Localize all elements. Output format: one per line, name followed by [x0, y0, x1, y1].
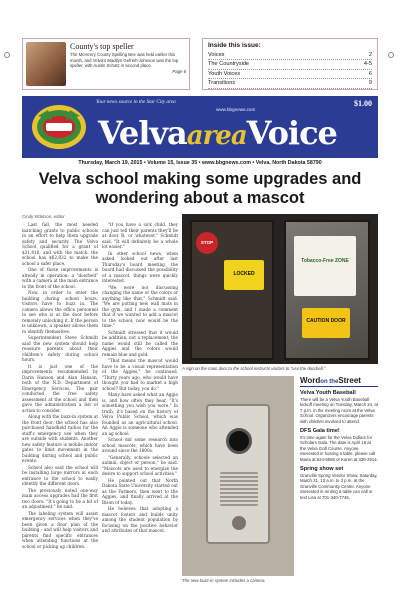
dateline: Thursday, March 19, 2015 • Volume 15, Issue 35 • www.bbgnews.com • Velva, North Dakota 58790	[78, 160, 322, 166]
masthead-price: $1.00	[354, 99, 372, 108]
article-paragraph: School did some research into school mascots, which have been around since the 1800s.	[102, 437, 178, 453]
masthead-title-area: area	[186, 121, 247, 151]
camera-lens-icon	[226, 428, 252, 454]
inside-row-youth-voices[interactable]	[208, 70, 372, 79]
inside-row-countryside[interactable]	[208, 60, 372, 69]
speaker-grill	[220, 472, 258, 506]
wots-heading-word: Word	[300, 376, 321, 385]
teaser-photo	[26, 42, 66, 86]
inside-row-voices[interactable]	[208, 51, 372, 60]
article-paragraph: The labeling system will assist emergency services when they've been given a floor plan of the building - and will help visitors and parents find specific entrances when attending functions at the school or picking up children.	[22, 510, 98, 549]
article-paragraph: "That means the mascot would have to be a visual representation of the Aggies," he continued. "Thirty years ago, who would have thought you had to market a high school? But today, you do."	[102, 358, 178, 391]
inside-row-label: Transitions	[208, 80, 236, 87]
photo-caption-bottom: The new buzz-in system includes a camera.	[182, 578, 266, 583]
article-column-1	[22, 222, 98, 584]
word-on-the-street-sidebar	[300, 376, 378, 590]
main-headline: Velva school making some upgrades and wondering about a mascot	[38, 170, 362, 207]
tobacco-free-sign	[294, 236, 356, 296]
wots-item-spring-show	[300, 466, 378, 500]
registration-mark-left	[4, 52, 10, 58]
article-paragraph: In other school news, when asked looked out after last Thursday's board meeting, the board had discussed the possibility of a mascot, things were quickly interested.	[102, 250, 178, 283]
article-paragraph: One of those improvements is already in operation: a "doorbell" with a camera at the main entrance to the front of the school.	[22, 267, 98, 289]
inside-row-page: 4-5	[363, 61, 372, 68]
intercom-photo	[182, 376, 294, 576]
sign-label: STOP	[200, 240, 214, 245]
teaser-text	[70, 42, 186, 86]
teaser-body: The McHenry County Spelling Bee was held earlier this month, and Velva's Madilyn Gefrieh-Johnson was the top speller, with Austin Schatz in second place.	[70, 52, 179, 69]
article-paragraph: He believes that adopting a mascot fosters and builds unity among the student population by focusing on the positive behavior and attributes of that mascot.	[102, 506, 178, 533]
teaser-title: County's top speller	[70, 42, 134, 51]
wots-item-title: Velva Youth Baseball	[300, 390, 356, 396]
masthead-title	[98, 114, 337, 152]
registration-mark-right	[388, 52, 394, 58]
locked-sign	[224, 260, 264, 290]
article-paragraph: "If you have a sick child, they can just tell their parents they'll be at door B, or whatever," Schmidt said. "It will definitely be a whole lot easier."	[102, 222, 178, 249]
wots-heading-street: Street	[338, 376, 361, 385]
article-paragraph: It is just one of the improvements recommended by Darin Hanson and Alan Hanson, both of the N.D. Department of Emergency Services. The pair conducted the free safety assessment at the school and then gave the administration a list of action to consider.	[22, 363, 98, 413]
inside-this-issue-box	[202, 38, 378, 90]
article-paragraph: Schmidt stressed that it would be addition, not a replacement; the name would still be called the Aggies and the colors would remain blue and gold.	[102, 329, 178, 357]
sign-label: Tobacco-Free ZONE	[301, 258, 349, 264]
article-paragraph: The previously noted one-way main access upgrades had the first two doors: "It's going to be a bit of an adjustment," he said.	[22, 487, 98, 509]
wots-item-gala	[300, 428, 378, 462]
door-signs-photo	[182, 214, 378, 364]
article-paragraph: Now, in order to enter the building during school hours, visitors have to buzz in. The camera allows the office personnel to see who is at the door before remotely unlocking it. If the person is unknown, a speaker allows them to identify themselves.	[22, 290, 98, 334]
wots-item-body: Granville Spring Vendor Show, Saturday, March 21, 10 a.m. to 3 p.m. at the Granville Community Center. Anyone interested in renting a table can call or text Lisa at 701-340-7745.	[300, 473, 378, 500]
teaser-box[interactable]	[22, 38, 190, 90]
school-logo-icon	[30, 102, 88, 152]
sign-label: CAUTION DOOR	[306, 318, 346, 324]
article-paragraph: He pointed out that North Dakota State University started out as the Farmers, then went to the Aggies, and finally arrived at the Bison of today.	[102, 477, 178, 505]
photo-caption-top: A sign on the main door to the school instructs visitors to "use the doorbell."	[182, 366, 326, 371]
sign-label: LOCKED	[233, 271, 255, 277]
teaser-page: Page 6	[172, 68, 186, 74]
inside-row-label: The Countryside	[208, 61, 250, 68]
call-button-icon	[232, 516, 246, 530]
masthead	[22, 96, 378, 158]
wots-item-baseball	[300, 390, 378, 424]
inside-heading: Inside this issue:	[208, 42, 261, 49]
masthead-tagline: Your news source in the Star City area	[96, 99, 176, 105]
article-paragraph: "We were not discussing changing the name or the colors or anything like that," Schmidt said. "We are putting new wall mats in the gym, and I made a comment that if we wanted to add a mascot to the school, now would be the time."	[102, 284, 178, 328]
inside-row-label: Voices	[208, 52, 225, 58]
byline: Cindy Kittelson, editor	[22, 214, 65, 219]
article-paragraph: Many have asked what an Aggie is, and how often they hear, "It's something you wish you were." In truth, it's based on the history of Velva Public School, which was founded as an agricultural school. An Aggie is someone who attended an ag school.	[102, 392, 178, 436]
wots-heading-on: on the	[320, 379, 339, 385]
wots-item-body: There will be a Velva Youth Baseball kickoff meeting on Tuesday, March 24, at 7 p.m. in the meeting room at the Velva School. Organizers encourage parents with children involved to attend.	[300, 397, 378, 424]
wots-heading	[300, 376, 378, 387]
inside-row-label: Youth Voices	[208, 70, 241, 77]
article-paragraph: "Generally, schools selected an animal, object or person," he said. "Mascots are used to energize the desire to support school activities."	[102, 454, 178, 476]
wots-item-body: It's time again for the Velva Dollars for Scholars Gala. The date is April 18 at the Velva Golf Course. Anyone interested in hosting a table, please call Maria at 624-5556 or Karen at 338-2914.	[300, 435, 378, 462]
article-paragraph: School also said the school will be installing large mirrors at each entrance to the school to easily identify the different doors.	[22, 464, 98, 486]
article-paragraph: Superintendent Steve Schmidt said the new system should help reassure parents about their children's safety during school hours.	[22, 335, 98, 362]
inside-row-page: 6	[368, 70, 372, 77]
article-paragraph: Last fall, the most needed matching grants to public schools in an effort to help them upgrade safety and security. The Velva School qualified for a grant of $31,416, and with the match, the school has $62,832 to make the school a safer place.	[22, 222, 98, 266]
article-column-2	[102, 222, 178, 584]
newspaper-front-page	[22, 30, 378, 590]
inside-row-page: 9	[368, 80, 372, 87]
wots-item-title: Spring show set	[300, 466, 344, 473]
masthead-title-velva: Velva	[98, 114, 187, 152]
caution-sign	[302, 308, 350, 338]
wots-item-title: DFS Gala time!	[300, 428, 340, 435]
masthead-url[interactable]: www.bbgnews.com	[216, 107, 256, 112]
inside-row-transitions[interactable]	[208, 79, 372, 88]
intercom-panel	[206, 404, 270, 544]
article-paragraph: Along with the buzz-in system at the front door, the school has also purchased handheld radios for the staff's emergency use when they are outside with students. Another new safety feature is mobile indoor gates to limit movement in the building during school and public events.	[22, 414, 98, 463]
stop-sign	[196, 232, 218, 254]
masthead-title-voice: Voice	[246, 114, 337, 152]
inside-row-page: 2	[368, 52, 372, 58]
